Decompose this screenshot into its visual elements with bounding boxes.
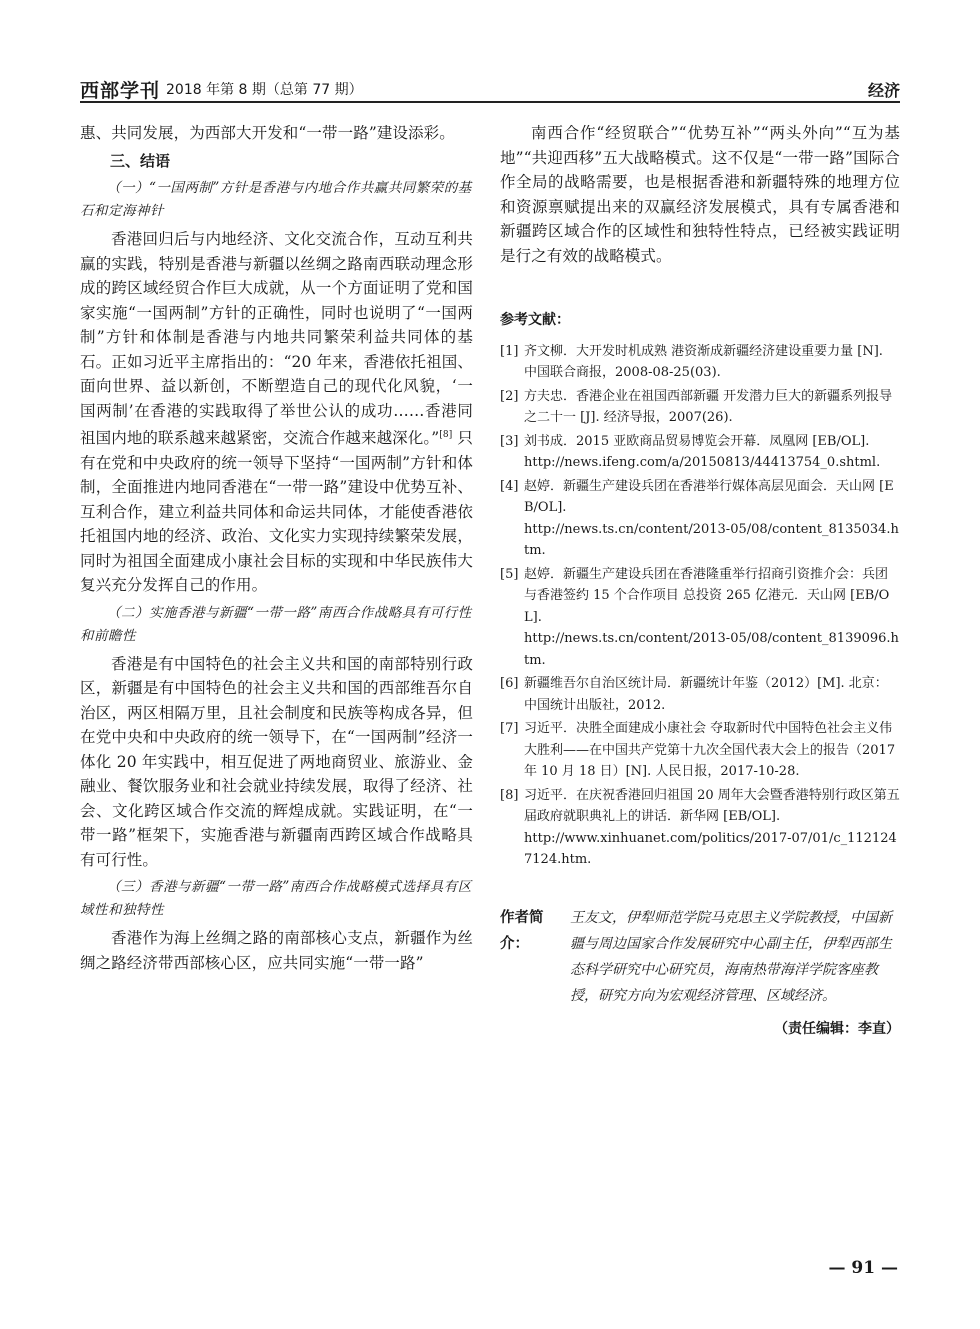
journal-logo: 西部学刊 [80, 80, 161, 102]
reference-url[interactable]: http://www.xinhuanet.com/politics/2017-07/01/c_1121247124.htm. [524, 830, 897, 867]
reference-text: 齐文柳．大开发时机成熟 港资渐成新疆经济建设重要力量 [N]. 中国联合商报，2008-08-25(03). [524, 343, 883, 380]
subsection-heading: （三）香港与新疆“一带一路”南西合作战略模式选择具有区域性和独特性 [80, 879, 472, 919]
reference-number: [2] [500, 388, 519, 404]
reference-item [500, 564, 900, 672]
reference-item [500, 718, 900, 783]
page-number: — 91 — [828, 1258, 898, 1278]
paragraph [80, 227, 473, 598]
right-column [500, 121, 900, 1041]
reference-item [500, 341, 900, 384]
reference-text: 习近平．在庆祝香港回归祖国 20 周年大会暨香港特别行政区第五届政府就职典礼上的讲话．新华网 [EB/OL]. [524, 787, 900, 824]
reference-number: [8] [500, 787, 519, 803]
paragraph: 南西合作“经贸联合”“优势互补”“两头外向”“互为基地”“共迎西移”五大战略模式。这不仅是“一带一路”国际合作全局的战略需要，也是根据香港和新疆特殊的地理方位和资源禀赋提出来的双赢经济发展模式，具有专属香港和新疆跨区域合作的区域性和独特性特点，已经被实践证明是行之有效的战略模式。 [500, 124, 900, 265]
reference-item [500, 476, 900, 562]
citation-mark: [8] [439, 430, 453, 440]
left-column [80, 121, 473, 975]
author-text: 王友文，伊犁师范学院马克思主义学院教授，中国新疆与周边国家合作发展研究中心副主任，伊犁西部生态科学研究中心研究员，海南热带海洋学院客座教授，研究方向为宏观经济管理、区域经济。 [570, 909, 892, 1004]
author-label: 作者简介： [500, 909, 544, 952]
reference-number: [7] [500, 721, 519, 736]
reference-text: 赵婷．新疆生产建设兵团在香港隆重举行招商引资推介会：兵团与香港签约 15 个合作项目 总投资 265 亿港元．天山网 [EB/OL]. [524, 566, 890, 625]
paragraph: 惠、共同发展，为西部大开发和“一带一路”建设添彩。 [80, 124, 455, 142]
reference-url[interactable]: http://news.ifeng.com/a/20150813/44413754_0.shtml. [524, 455, 881, 470]
issue-info: 2018 年第 8 期（总第 77 期） [166, 82, 363, 98]
section-tag: 经济 [867, 81, 900, 100]
paragraph-text: 香港回归后与内地经济、文化交流合作，互动互利共赢的实践，特别是香港与新疆以丝绸之路南西联动理念形成的跨区域经贸合作巨大成就，从一个方面证明了党和国家实施“一国两制”方针的正确性，同时也说明了“一国两制”方针和体制是香港与内地共同繁荣利益共同体的基石。正如习近平主席指出的：“20 年来，香港依托祖国、面向世界、益以新创，不断塑造自己的现代化风貌，‘一国两制’在香港的实践取得了举世公认的成功……香港同祖国内地的联系越来越紧密，交流合作越来越深化。” [80, 230, 473, 448]
reference-text: 习近平．决胜全面建成小康社会 夺取新时代中国特色社会主义伟大胜利——在中国共产党第十九次全国代表大会上的报告（2017 年 10 月 18 日）[N]. 人民日报，2017-10-28. [524, 721, 896, 779]
reference-text: 方夫忠．香港企业在祖国西部新疆 开发潜力巨大的新疆系列报导之二十一 [J]. 经济导报，2007(26). [524, 388, 893, 425]
reference-number: [3] [500, 433, 519, 449]
subsection-heading: （二）实施香港与新疆“一带一路”南西合作战略具有可行性和前瞻性 [80, 604, 472, 644]
paragraph-text: 只有在党和中央政府的统一领导下坚持“一国两制”方针和体制，全面推进内地同香港在“一带一路”建设中优势互补、互利合作，建立利益共同体和命运共同体，才能使香港依托祖国内地的经济、政治、文化实力实现持续繁荣发展，同时为祖国全面建成小康社会目标的实现和中华民族伟大复兴充分发挥自己的作用。 [80, 429, 473, 595]
reference-text: 刘书成．2015 亚欧商品贸易博览会开幕．凤凰网 [EB/OL]. [524, 433, 870, 449]
responsible-editor: （责任编辑：李直） [774, 1020, 900, 1037]
section-heading: 三、结语 [110, 151, 171, 170]
reference-number: [4] [500, 478, 519, 494]
reference-item [500, 386, 900, 429]
reference-item [500, 431, 900, 474]
reference-text: 赵婷．新疆生产建设兵团在香港举行媒体高层见面会．天山网 [EB/OL]. [524, 478, 894, 515]
paragraph: 香港作为海上丝绸之路的南部核心支点，新疆作为丝绸之路经济带西部核心区，应共同实施“一带一路” [80, 929, 473, 972]
reference-number: [6] [500, 676, 519, 691]
header-rule [80, 101, 900, 103]
reference-url[interactable]: http://news.ts.cn/content/2013-05/08/content_8139096.htm. [524, 631, 899, 668]
paragraph: 香港是有中国特色的社会主义共和国的南部特别行政区，新疆是有中国特色的社会主义共和国的西部维吾尔自治区，两区相隔万里，且社会制度和民族等构成各异，但在党中央和中央政府的统一领导下，在“一国两制”经济一体化 20 年实践中，相互促进了两地商贸业、旅游业、金融业、餐饮服务业和社会就业持续发展，取得了经济、社会、文化跨区域合作交流的辉煌成就。实践证明，在“一带一路”框架下，实施香港与新疆南西跨区域合作战略具有可行性。 [80, 654, 473, 869]
author-bio [500, 905, 900, 1009]
reference-text: 新疆维吾尔自治区统计局．新疆统计年鉴（2012）[M]. 北京：中国统计出版社，2012. [524, 676, 888, 713]
reference-item [500, 673, 900, 716]
reference-number: [5] [500, 566, 519, 582]
reference-number: [1] [500, 343, 519, 359]
subsection-heading: （一）“一国两制”方针是香港与内地合作共赢共同繁荣的基石和定海神针 [80, 180, 472, 219]
reference-url[interactable]: http://news.ts.cn/content/2013-05/08/content_8135034.htm. [524, 521, 899, 558]
references-heading: 参考文献： [500, 312, 570, 328]
reference-item [500, 785, 900, 871]
references-list [500, 341, 900, 871]
running-header [80, 74, 900, 104]
